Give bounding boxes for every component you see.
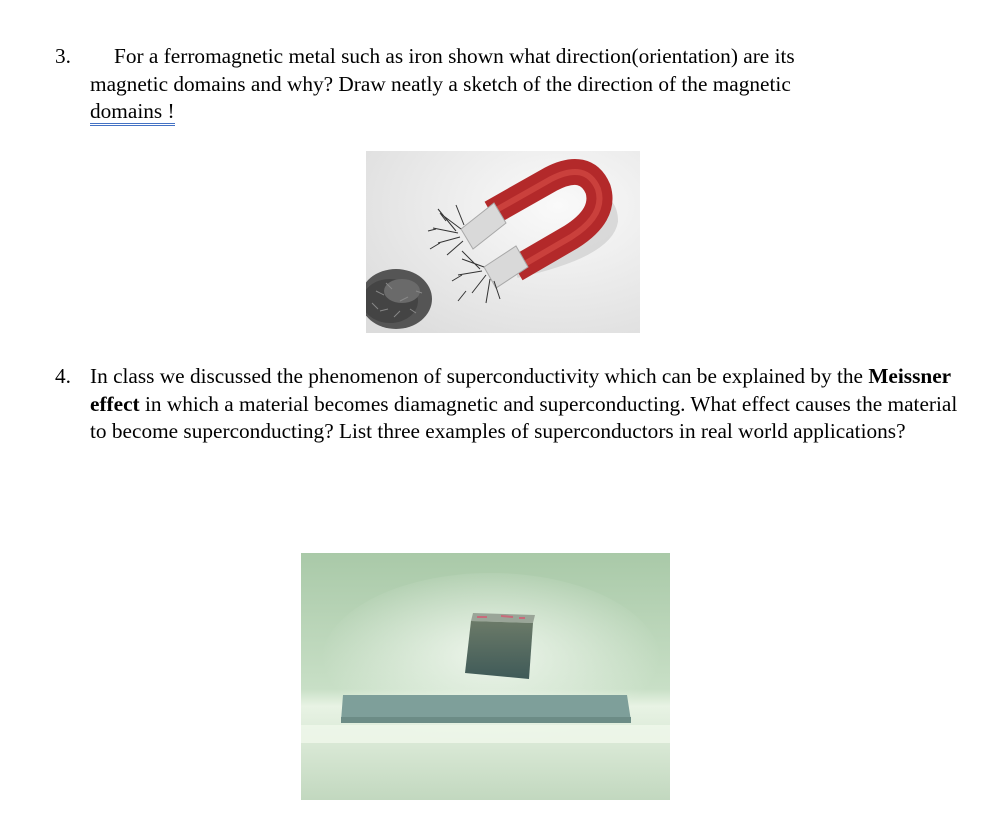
levitation-drawing <box>301 553 670 800</box>
question-3-number: 3. <box>55 44 71 68</box>
superconductor-disc <box>341 695 631 723</box>
horseshoe-magnet-image <box>366 151 640 333</box>
levitating-magnet <box>465 613 535 679</box>
domains-link[interactable]: domains ! <box>90 99 175 126</box>
question-3-line-1: For a ferromagnetic metal such as iron shown what direction(orientation) are its <box>114 44 795 68</box>
question-4-text-start: In class we discussed the phenomenon of superconductivity which can be explained by the <box>90 364 869 388</box>
question-3-line-3 <box>90 98 970 126</box>
question-3-text <box>90 43 970 126</box>
horseshoe-magnet-drawing <box>366 151 640 333</box>
question-3-line-2: magnetic domains and why? Draw neatly a sketch of the direction of the magnetic <box>90 71 791 96</box>
meissner-levitation-image <box>301 553 670 800</box>
question-4-number: 4. <box>55 364 71 388</box>
meissner-effect-term: Meissner effect <box>90 364 951 416</box>
question-4-text <box>90 363 960 446</box>
question-4-text-end: in which a material becomes diamagnetic and superconducting. What effect causes the material to become superconducting? List three examples of superconductors in real world applications? <box>90 391 958 443</box>
